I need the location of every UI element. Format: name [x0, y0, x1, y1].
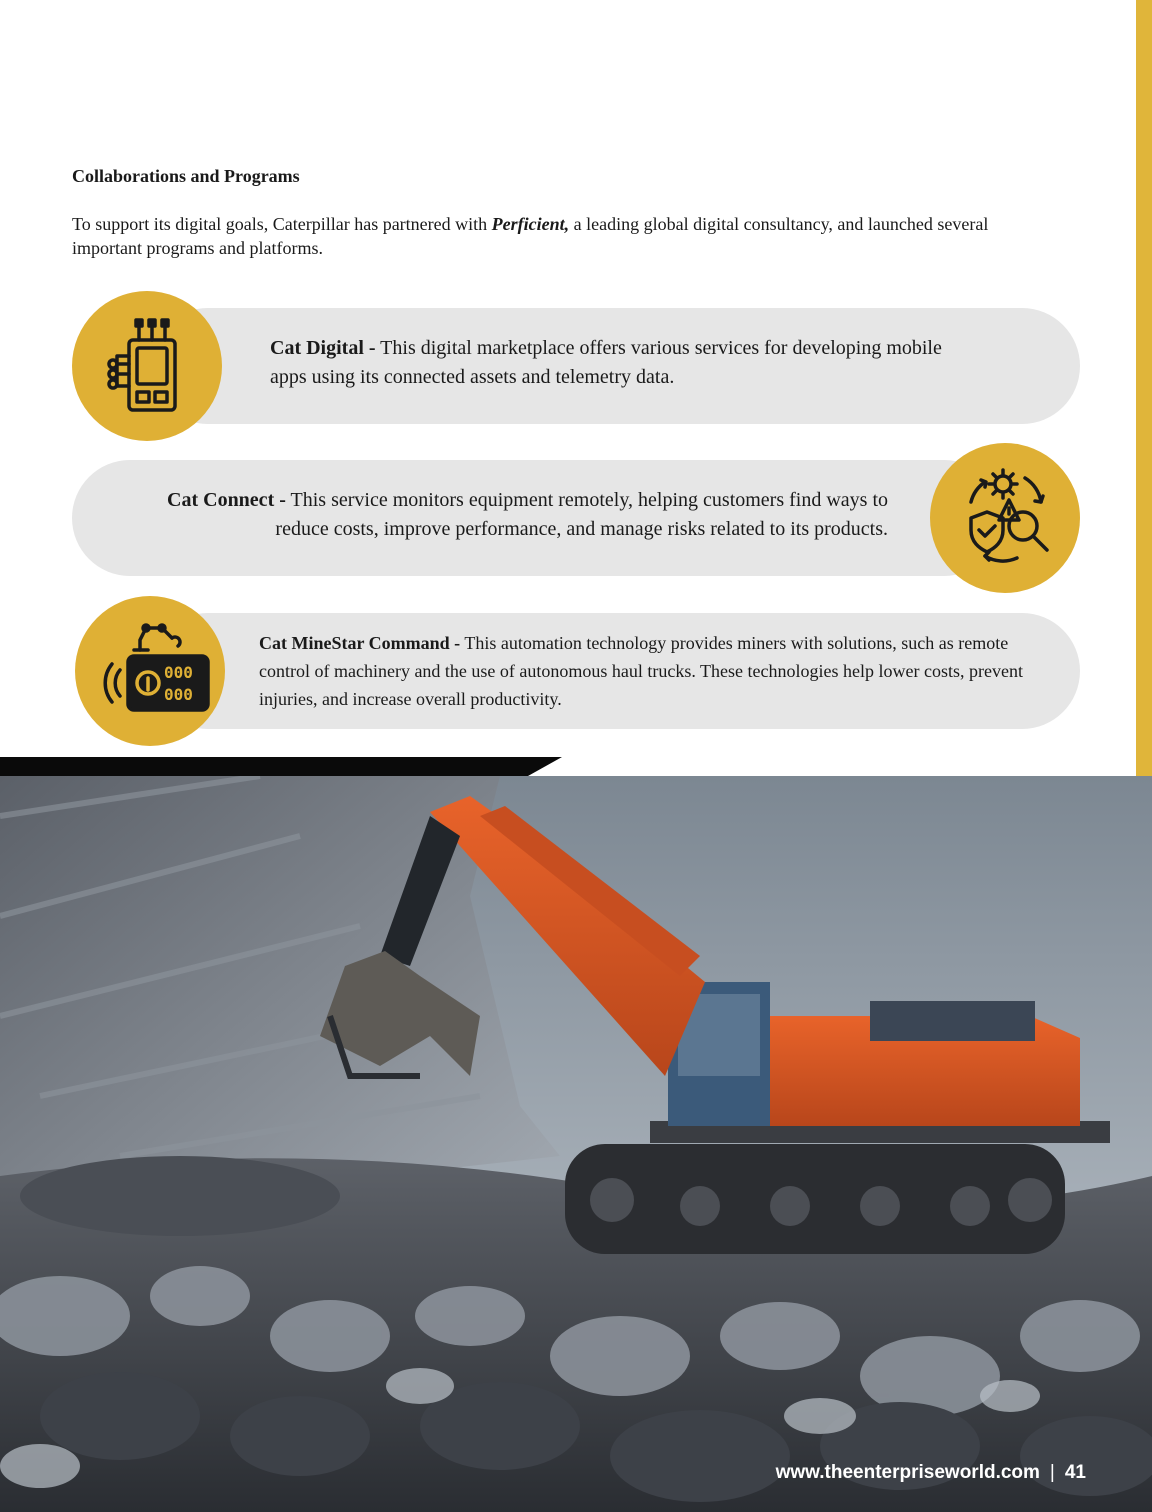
remote-automation-icon: [90, 616, 210, 726]
card-text: [259, 629, 1059, 713]
black-accent-band: [0, 757, 562, 776]
card-title: Cat MineStar Command -: [259, 633, 461, 653]
footer-url: www.theenterpriseworld.com: [775, 1462, 1040, 1483]
card-text: [270, 334, 970, 392]
section-heading: Collaborations and Programs: [72, 166, 300, 186]
card-title: Cat Digital -: [270, 337, 376, 359]
card-description: This automation technology provides miners with solutions, such as remote control of machinery and the use of autonomous haul trucks. These technologies help lower costs, prevent injuries, and increase overall productivity.: [259, 633, 1023, 709]
risk-management-icon: [955, 468, 1055, 568]
footer-separator: |: [1049, 1462, 1055, 1483]
intro-paragraph: [72, 212, 1062, 260]
svg-text:000: 000: [164, 663, 193, 682]
partner-name: Perficient,: [491, 214, 570, 234]
card-text: [120, 486, 888, 544]
card-description: This digital marketplace offers various services for developing mobile apps using its connected assets and telemetry data.: [270, 337, 942, 388]
excavator-photo: [0, 776, 1152, 1512]
gold-side-bar: [1136, 0, 1152, 776]
card-icon-circle: [930, 443, 1080, 593]
device-telemetry-icon: [97, 316, 197, 416]
page-footer: [776, 1462, 1086, 1484]
card-icon-circle: [72, 291, 222, 441]
page-number: 41: [1064, 1462, 1086, 1483]
intro-text-start: To support its digital goals, Caterpillar has partnered with: [72, 214, 492, 234]
card-icon-circle: [75, 596, 225, 746]
intro-text-end: a leading global digital consultancy, and launched several important programs and platforms.: [72, 214, 989, 258]
card-description: This service monitors equipment remotely, helping customers find ways to reduce costs, improve performance, and manage risks related to its products.: [275, 489, 888, 540]
card-title: Cat Connect -: [167, 489, 286, 511]
svg-text:000: 000: [164, 685, 193, 704]
